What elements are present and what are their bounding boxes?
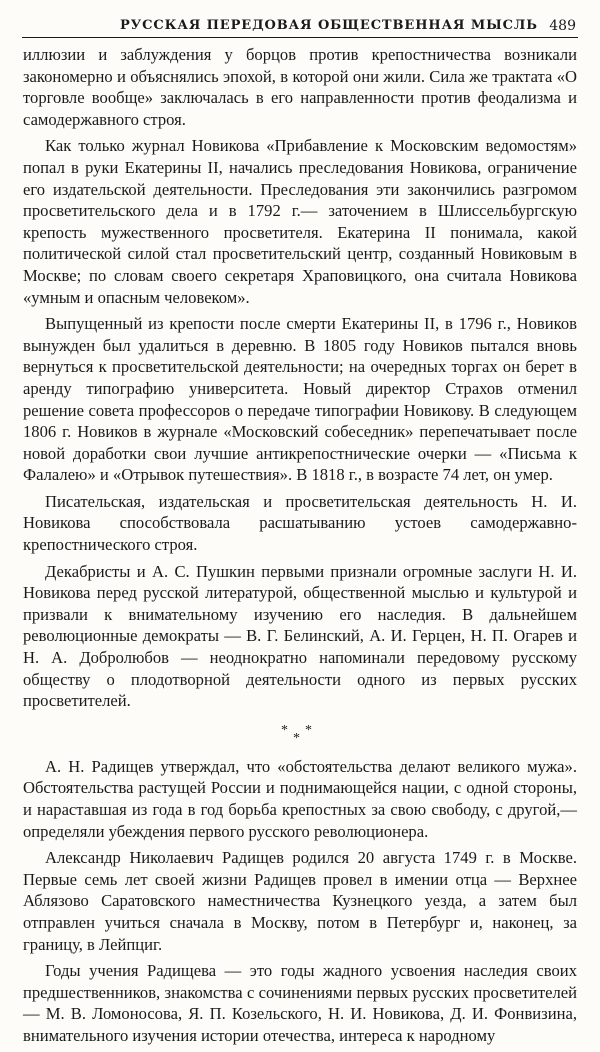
page-number: 489 — [549, 18, 576, 34]
paragraph: Выпущенный из крепости после смерти Екатерины II, в 1796 г., Новиков вынужден был удалиться в деревню. В 1805 году Новиков пытался вновь вернуться к просветительской деятельности; на очередных торгах он берет в аренду типографию университета. Новый директор Страхов отменил решение совета профессоров о передаче типографии Новикову. В следующем 1806 г. Новиков в журнале «Московский собеседник» перепечатывает после новой доработки свои лучшие антикрепостнические очерки — «Письма к Фалалею» и «Отрывок путешествия». В 1818 г., в возрасте 74 лет, он умер. — [23, 314, 577, 485]
page-header — [22, 16, 578, 40]
paragraph: Годы учения Радищева — это годы жадного усвоения наследия своих предшественников, знакомства с сочинениями первых русских просветителей — М. В. Ломоносова, Я. П. Козельского, Н. И. Новикова, Д. И. Фонвизина, внимательного изучения истории отечества, интереса к народному — [23, 961, 577, 1045]
header-rule — [22, 37, 578, 38]
running-head: РУССКАЯ ПЕРЕДОВАЯ ОБЩЕСТВЕННАЯ МЫСЛЬ — [120, 18, 538, 33]
asterisk: * — [281, 722, 288, 738]
asterisk: * — [305, 722, 312, 738]
paragraph: Александр Николаевич Радищев родился 20 августа 1749 г. в Москве. Первые семь лет своей жизни Радищев провел в имении отца — Верхнее Аблязово Саратовского наместничества Кузнецкого уезда, а затем был отправлен учиться сначала в Москву, потом в Петербург и, наконец, за границу, в Лейпциг. — [23, 848, 577, 954]
paragraph: А. Н. Радищев утверждал, что «обстоятельства делают великого мужа». Обстоятельства растущей России и поднимающейся нации, с одной стороны, и нараставшая из года в год борьба крепостных за свою свободу, с другой,— определяли убеждения первого русского революционера. — [23, 756, 577, 841]
body-text — [23, 44, 577, 1052]
paragraph: Декабристы и А. С. Пушкин первыми признали огромные заслуги Н. И. Новикова перед русской литературой, общественной мыслью и культурой и призвали к внимательному изучению его наследия. В дальнейшем революционные демократы — В. Г. Белинский, А. И. Герцен, Н. П. Огарев и Н. А. Добролюбов — неоднократно напоминали передовому русскому обществу о плодотворной деятельности одного из первых русских просветителей. — [23, 561, 577, 711]
asterisk: * — [293, 730, 300, 746]
paragraph-continuation: иллюзии и заблуждения у борцов против крепостничества возникали закономерно и объяснялись эпохой, в которой они жили. Сила же трактата «О торговле вообще» заключалась в его направленности против феодализма и самодержавного строя. — [23, 45, 577, 129]
paragraph: Писательская, издательская и просветительская деятельность Н. И. Новикова способствовала расшатыванию устоев самодержавно-крепостнического строя. — [23, 491, 577, 555]
section-separator-asterism — [23, 718, 577, 752]
paragraph: Как только журнал Новикова «Прибавление к Московским ведомостям» попал в руки Екатерины II, начались преследования Новикова, ограничение его издательской деятельности. Преследования эти закончились разгромом просветительского дела и в 1792 г.— заточением в Шлиссельбургскую крепость мужественного просветителя. Екатерина II понимала, какой политической силой стал просветительский центр, созданный Новиковым в Москве; по словам своего секретаря Храповицкого, она считала Новикова «умным и опасным человеком». — [23, 136, 577, 307]
